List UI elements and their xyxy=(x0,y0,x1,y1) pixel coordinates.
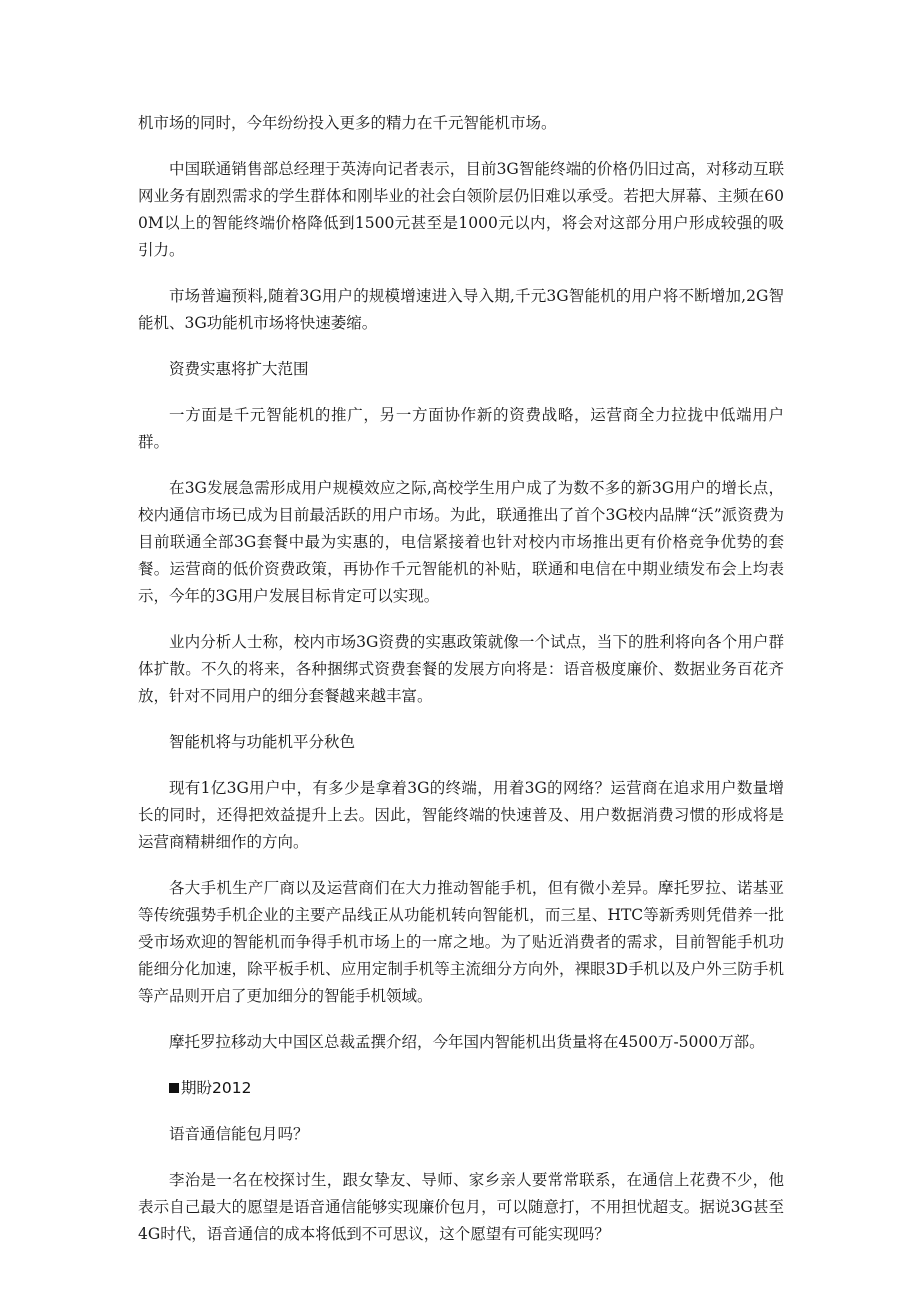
paragraph-7: 现有1亿3G用户中，有多少是拿着3G的终端，用着3G的网络？运营商在追求用户数量增长的同时，还得把效益提升上去。因此，智能终端的快速普及、用户数据消费习惯的形成将是运营商精耕细作的方向。 xyxy=(138,779,784,851)
paragraph-6: 业内分析人士称，校内市场3G资费的实惠政策就像一个试点，当下的胜利将向各个用户群体扩散。不久的将来，各种捆绑式资费套餐的发展方向将是：语音极度廉价、数据业务百花齐放，针对不同用户的细分套餐越来越丰富。 xyxy=(138,633,784,705)
paragraph-2: 中国联通销售部总经理于英涛向记者表示，目前3G智能终端的价格仍旧过高，对移动互联网业务有剧烈需求的学生群体和刚毕业的社会白领阶层仍旧难以承受。若把大屏幕、主频在600M以上的智能终端价格降低到1500元甚至是1000元以内，将会对这部分用户形成较强的吸引力。 xyxy=(138,160,784,259)
article-body xyxy=(138,110,784,1267)
paragraph-8: 各大手机生产厂商以及运营商们在大力推动智能手机，但有微小差异。摩托罗拉、诺基亚等传统强势手机企业的主要产品线正从功能机转向智能机，而三星、HTC等新秀则凭借养一批受市场欢迎的智能机而争得手机市场上的一席之地。为了贴近消费者的需求，目前智能手机功能细分化加速，除平板手机、应用定制手机等主流细分方向外，裸眼3D手机以及户外三防手机等产品则开启了更加细分的智能手机领域。 xyxy=(138,879,784,1005)
paragraph-10: 语音通信能包月吗？ xyxy=(169,1125,309,1143)
paragraph-1: 机市场的同时，今年纷纷投入更多的精力在千元智能机市场。 xyxy=(138,114,557,132)
paragraph-3: 市场普遍预料,随着3G用户的规模增速进入导入期,千元3G智能机的用户将不断增加,2G智能机、3G功能机市场将快速萎缩。 xyxy=(138,287,784,332)
paragraph-4: 一方面是千元智能机的推广，另一方面协作新的资费战略，运营商全力拉拢中低端用户群。 xyxy=(138,406,784,451)
section-heading-smartphone: 智能机将与功能机平分秋色 xyxy=(169,733,356,751)
square-bullet-icon xyxy=(169,1083,179,1093)
paragraph-11: 李治是一名在校探讨生，跟女挚友、导师、家乡亲人要常常联系，在通信上花费不少，他表示自己最大的愿望是语音通信能够实现廉价包月，可以随意打，不用担忧超支。据说3G甚至4G时代，语音通信的成本将低到不可思议，这个愿望有可能实现吗？ xyxy=(138,1171,784,1243)
section-heading-tariff: 资费实惠将扩大范围 xyxy=(169,360,309,378)
section-heading-2012-label: 期盼2012 xyxy=(181,1079,252,1097)
section-heading-2012 xyxy=(138,1075,784,1102)
paragraph-5: 在3G发展急需形成用户规模效应之际,高校学生用户成了为数不多的新3G用户的增长点，校内通信市场已成为目前最活跃的用户市场。为此，联通推出了首个3G校内品牌“沃”派资费为目前联通全部3G套餐中最为实惠的，电信紧接着也针对校内市场推出更有价格竞争优势的套餐。运营商的低价资费政策，再协作千元智能机的补贴，联通和电信在中期业绩发布会上均表示，今年的3G用户发展目标肯定可以实现。 xyxy=(138,479,784,605)
paragraph-9: 摩托罗拉移动大中国区总裁孟撰介绍，今年国内智能机出货量将在4500万-5000万部。 xyxy=(169,1033,765,1051)
